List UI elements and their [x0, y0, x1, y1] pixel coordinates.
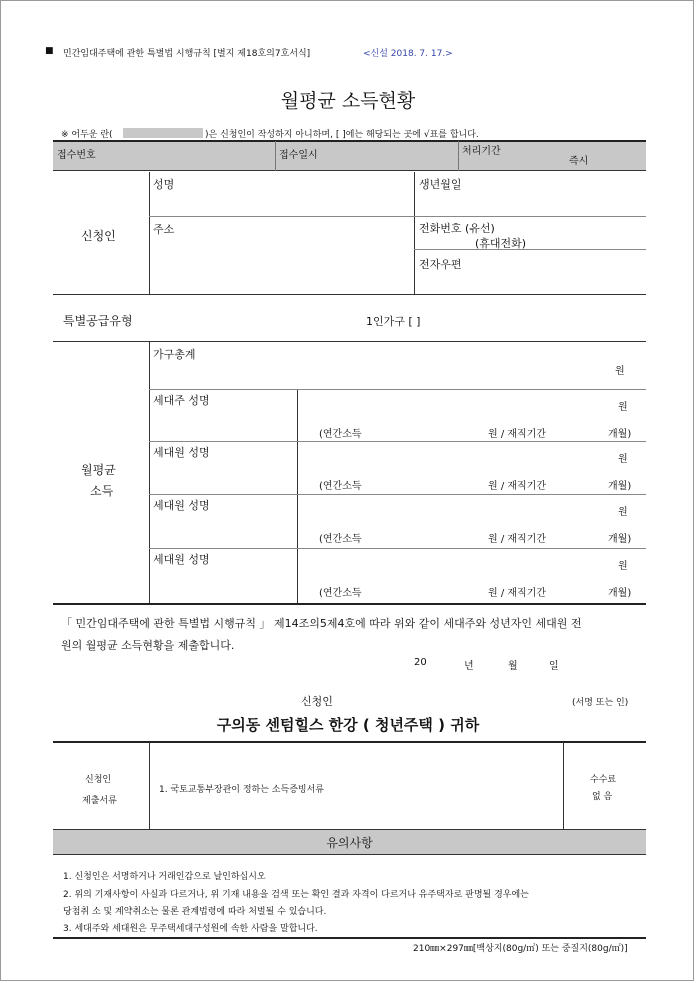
- supply-type-value: 1인가구 [ ]: [366, 315, 421, 328]
- household-total-label: 가구총계: [153, 348, 196, 361]
- member-2-tenure: 원 / 재직기간: [488, 481, 547, 492]
- address-label: 주소: [153, 223, 175, 236]
- member-2-months: 개월): [608, 481, 632, 492]
- date-day-unit: 일: [549, 661, 559, 672]
- member-2-label: 세대원 성명: [153, 446, 210, 459]
- supply-type-label: 특별공급유형: [63, 314, 133, 328]
- receipt-row: [53, 141, 646, 171]
- statement-line-2: 원의 월평균 소득현황을 제출합니다.: [61, 639, 235, 652]
- member-1-won: 원: [618, 402, 628, 413]
- paper-spec: 210㎜×297㎜[백상지(80g/㎡) 또는 중질지(80g/㎡)]: [413, 944, 628, 954]
- processing-period-value: 즉시: [569, 156, 589, 167]
- member-1-tenure: 원 / 재직기간: [488, 429, 547, 440]
- member-3-annual: (연간소득: [319, 534, 362, 545]
- shade-sample: [123, 128, 203, 138]
- member-4-won: 원: [618, 561, 628, 572]
- fee-label: 수수료: [590, 775, 617, 785]
- member-3-months: 개월): [608, 534, 632, 545]
- receipt-number-label: 접수번호: [57, 150, 96, 161]
- member-4-label: 세대원 성명: [153, 553, 210, 566]
- required-document-item: 1. 국토교통부장관이 정하는 소득증빙서류: [159, 785, 324, 795]
- member-2-annual: (연간소득: [319, 481, 362, 492]
- household-total-won: 원: [615, 366, 625, 377]
- processing-period-label: 처리기간: [462, 146, 501, 157]
- documents-label-1: 신청인: [85, 775, 112, 785]
- member-1-annual: (연간소득: [319, 429, 362, 440]
- member-3-won: 원: [618, 507, 628, 518]
- receipt-date-label: 접수일시: [279, 150, 318, 161]
- name-label: 성명: [153, 178, 175, 191]
- regulation-reference: 민간임대주택에 관한 특별법 시행규칙 [별지 제18호의7호서식]: [63, 49, 311, 59]
- member-2-won: 원: [618, 454, 628, 465]
- member-4-months: 개월): [608, 588, 632, 599]
- addressee: 구의동 센텀힐스 한강 ( 청년주택 ) 귀하: [216, 716, 480, 734]
- member-3-tenure: 원 / 재직기간: [488, 534, 547, 545]
- statement-line-1: 「 민간임대주택에 관한 특별법 시행규칙 」 제14조의5제4호에 따라 위와 같이 세대주와 성년자인 세대원 전: [61, 617, 582, 630]
- note-item: 2. 위의 기재사항이 사실과 다르거나, 위 기재 내용을 검색 또는 확인 결과 자격이 다르거나 유주택자로 판명될 경우에는: [63, 890, 529, 900]
- revision-note: <신설 2018. 7. 17.>: [363, 49, 453, 59]
- income-section-label-1: 월평균: [81, 463, 116, 477]
- notes-title: 유의사항: [326, 836, 373, 850]
- member-3-label: 세대원 성명: [153, 499, 210, 512]
- documents-label-2: 제출서류: [82, 796, 117, 806]
- member-1-months: 개월): [608, 429, 632, 440]
- income-section-label-2: 소득: [90, 484, 114, 498]
- email-label: 전자우편: [419, 258, 462, 271]
- date-year-prefix: 20: [414, 657, 427, 668]
- fee-value: 없 음: [592, 792, 613, 802]
- signature-applicant-label: 신청인: [301, 695, 333, 708]
- note-item: 3. 세대주와 세대원은 무주택세대구성원에 속한 사람을 말합니다.: [63, 924, 318, 934]
- date-month-unit: 월: [508, 661, 518, 672]
- notice-prefix: ※ 어두운 란(: [61, 130, 113, 140]
- phone-label: 전화번호 (유선): [419, 222, 495, 235]
- header-bullet: ■: [45, 46, 54, 56]
- applicant-section-label: 신청인: [81, 229, 116, 243]
- date-year-unit: 년: [464, 661, 474, 672]
- member-4-annual: (연간소득: [319, 588, 362, 599]
- mobile-label: (휴대전화): [475, 237, 527, 250]
- member-4-tenure: 원 / 재직기간: [488, 588, 547, 599]
- note-item: 당첨취 소 및 계약취소는 물론 관계법령에 따라 처벌될 수 있습니다.: [63, 907, 327, 917]
- form-title: 월평균 소득현황: [280, 90, 416, 112]
- member-1-label: 세대주 성명: [153, 394, 210, 407]
- birth-date-label: 생년월일: [419, 178, 462, 191]
- notice-suffix: )은 신청인이 작성하지 아니하며, [ ]에는 해당되는 곳에 √표를 합니다.: [205, 130, 479, 140]
- note-item: 1. 신청인은 서명하거나 거래인감으로 날인하십시오: [63, 872, 266, 882]
- sign-or-seal-hint: (서명 또는 인): [572, 698, 629, 708]
